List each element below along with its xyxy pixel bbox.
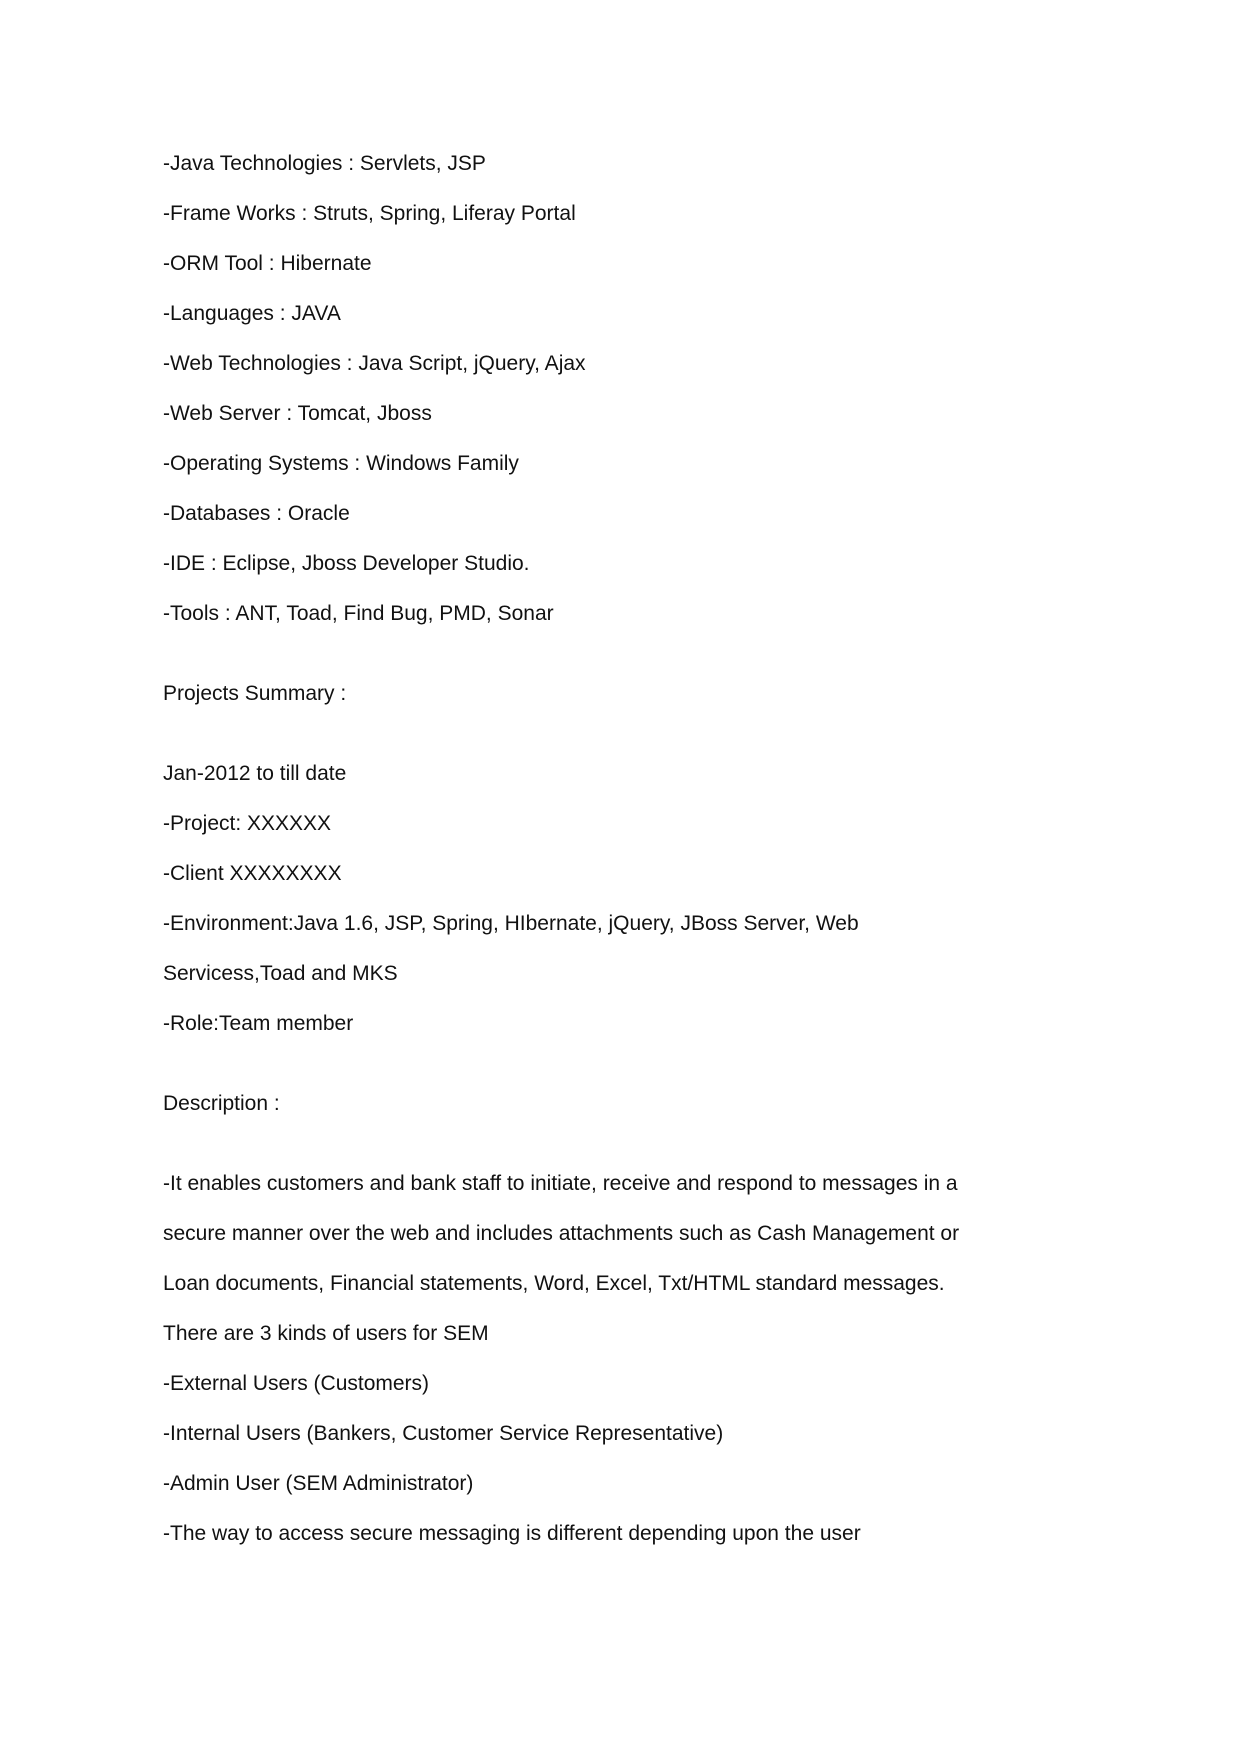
skill-line: -Operating Systems : Windows Family bbox=[163, 452, 519, 475]
description-line: -Internal Users (Bankers, Customer Service Representative) bbox=[163, 1422, 724, 1445]
description-line: -The way to access secure messaging is different depending upon the user bbox=[163, 1522, 861, 1545]
description-line: -Admin User (SEM Administrator) bbox=[163, 1472, 474, 1495]
skill-line: -Tools : ANT, Toad, Find Bug, PMD, Sonar bbox=[163, 602, 554, 625]
skill-line: -Languages : JAVA bbox=[163, 302, 341, 325]
project-client: -Client XXXXXXXX bbox=[163, 862, 342, 885]
skill-line: -Java Technologies : Servlets, JSP bbox=[163, 152, 486, 175]
project-environment: -Environment:Java 1.6, JSP, Spring, HIbernate, jQuery, JBoss Server, Web bbox=[163, 912, 859, 935]
project-period: Jan-2012 to till date bbox=[163, 762, 347, 785]
projects-heading: Projects Summary : bbox=[163, 682, 347, 705]
description-line: -It enables customers and bank staff to initiate, receive and respond to messages in a bbox=[163, 1172, 958, 1195]
project-name: -Project: XXXXXX bbox=[163, 812, 332, 835]
skill-line: -Web Server : Tomcat, Jboss bbox=[163, 402, 432, 425]
skill-line: -ORM Tool : Hibernate bbox=[163, 252, 372, 275]
skill-line: -Web Technologies : Java Script, jQuery, Ajax bbox=[163, 352, 586, 375]
skill-line: -Frame Works : Struts, Spring, Liferay Portal bbox=[163, 202, 576, 225]
project-environment-continued: Servicess,Toad and MKS bbox=[163, 962, 398, 985]
description-line: There are 3 kinds of users for SEM bbox=[163, 1322, 489, 1345]
description-heading: Description : bbox=[163, 1092, 280, 1115]
description-line: -External Users (Customers) bbox=[163, 1372, 430, 1395]
description-line: secure manner over the web and includes attachments such as Cash Management or bbox=[163, 1222, 960, 1245]
skill-line: -Databases : Oracle bbox=[163, 502, 350, 525]
project-role: -Role:Team member bbox=[163, 1012, 354, 1035]
skill-line: -IDE : Eclipse, Jboss Developer Studio. bbox=[163, 552, 530, 575]
description-line: Loan documents, Financial statements, Word, Excel, Txt/HTML standard messages. bbox=[163, 1272, 945, 1295]
